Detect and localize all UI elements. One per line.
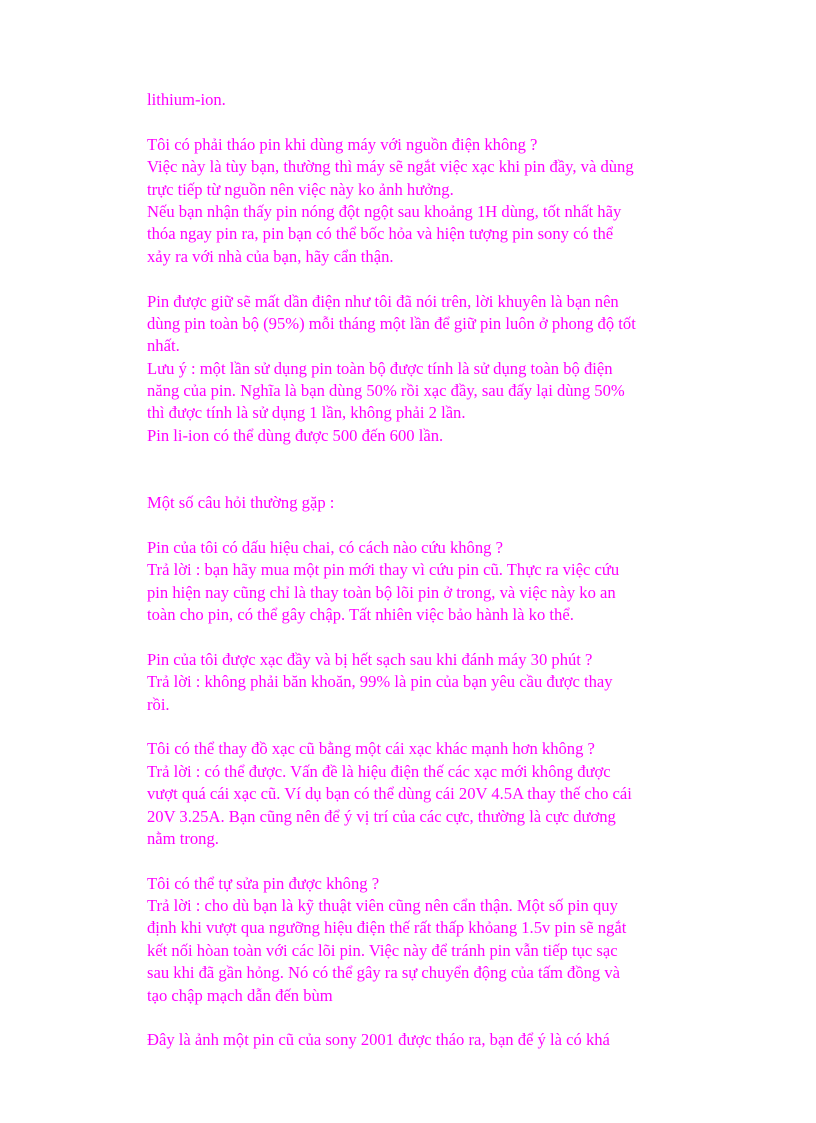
faq-question: Pin của tôi có dấu hiệu chai, có cách nào cứu không ? xyxy=(147,537,503,557)
paragraph xyxy=(147,89,687,111)
paragraph xyxy=(147,291,687,448)
faq-item xyxy=(147,537,687,627)
paragraph xyxy=(147,134,687,268)
text-line: Việc này là tùy bạn, thường thì máy sẽ ngắt việc xạc khi pin đầy, và dùng xyxy=(147,157,634,177)
paragraph-gap xyxy=(147,447,687,469)
text-line: trực tiếp từ nguồn nên việc này ko ảnh hưởng. xyxy=(147,179,454,199)
text-line: Đây là ảnh một pin cũ của sony 2001 được tháo ra, bạn để ý là có khá xyxy=(147,1030,610,1050)
faq-answer-line: toàn cho pin, có thể gây chập. Tất nhiên việc bảo hành là ko thể. xyxy=(147,604,574,624)
paragraph-gap xyxy=(147,626,687,648)
faq-answer-line: Trả lời : có thể được. Vấn đề là hiệu điện thế các xạc mới không được xyxy=(147,761,611,781)
faq-answer-line: pin hiện nay cũng chỉ là thay toàn bộ lõi pin ở trong, và việc này ko an xyxy=(147,582,616,602)
paragraph-gap xyxy=(147,716,687,738)
text-line: Pin được giữ sẽ mất dần điện như tôi đã nói trên, lời khuyên là bạn nên xyxy=(147,291,619,311)
faq-answer-line: định khi vượt qua ngưỡng hiệu điện thế rất thấp khỏang 1.5v pin sẽ ngắt xyxy=(147,918,627,938)
paragraph-gap xyxy=(147,514,687,536)
text-line: xảy ra với nhà của bạn, hãy cẩn thận. xyxy=(147,246,394,266)
faq-answer-line: Trả lời : không phải băn khoăn, 99% là pin của bạn yêu cầu được thay xyxy=(147,672,613,692)
text-line: Pin li-ion có thể dùng được 500 đến 600 lần. xyxy=(147,425,444,445)
text-line: thóa ngay pin ra, pin bạn có thể bốc hỏa và hiện tượng pin sony có thể xyxy=(147,224,614,244)
text-line: Một số câu hỏi thường gặp : xyxy=(147,493,335,513)
faq-answer-line: sau khi đã gần hỏng. Nó có thể gây ra sự chuyển động của tấm đồng và xyxy=(147,963,621,983)
paragraph xyxy=(147,1029,687,1051)
faq-answer-line: kết nối hòan toàn với các lõi pin. Việc này để tránh pin vẫn tiếp tục sạc xyxy=(147,940,618,960)
faq-answer-line: 20V 3.25A. Bạn cũng nên để ý vị trí của các cực, thường là cực dương xyxy=(147,806,616,826)
faq-question: Tôi có thể tự sửa pin được không ? xyxy=(147,873,380,893)
faq-answer-line: vượt quá cái xạc cũ. Ví dụ bạn có thể dùng cái 20V 4.5A thay thế cho cái xyxy=(147,784,632,804)
text-line: nhất. xyxy=(147,336,180,356)
text-line: dùng pin toàn bộ (95%) mỗi tháng một lần để giữ pin luôn ở phong độ tốt xyxy=(147,313,636,333)
faq-answer-line: nằm trong. xyxy=(147,828,219,848)
text-line: Tôi có phải tháo pin khi dùng máy với nguồn điện không ? xyxy=(147,134,538,154)
faq-heading xyxy=(147,492,687,514)
text-line: lithium-ion. xyxy=(147,90,226,109)
paragraph-gap xyxy=(147,850,687,872)
faq-item xyxy=(147,649,687,716)
faq-question: Tôi có thể thay đồ xạc cũ bằng một cái xạc khác mạnh hơn không ? xyxy=(147,739,595,759)
text-line: Lưu ý : một lần sử dụng pin toàn bộ được tính là sử dụng toàn bộ điện xyxy=(147,358,613,378)
paragraph-gap xyxy=(147,470,687,492)
faq-answer-line: Trả lời : bạn hãy mua một pin mới thay vì cứu pin cũ. Thực ra việc cứu xyxy=(147,560,620,580)
paragraph-gap xyxy=(147,1007,687,1029)
paragraph-gap xyxy=(147,111,687,133)
text-line: thì được tính là sử dụng 1 lần, không phải 2 lần. xyxy=(147,403,466,423)
faq-item xyxy=(147,738,687,850)
faq-answer-line: tạo chập mạch dẫn đến bùm xyxy=(147,985,333,1005)
paragraph-gap xyxy=(147,268,687,290)
faq-answer-line: rồi. xyxy=(147,694,170,714)
text-line: Nếu bạn nhận thấy pin nóng đột ngột sau khoảng 1H dùng, tốt nhất hãy xyxy=(147,201,622,221)
faq-question: Pin của tôi được xạc đầy và bị hết sạch sau khi đánh máy 30 phút ? xyxy=(147,649,593,669)
faq-answer-line: Trả lời : cho dù bạn là kỹ thuật viên cũng nên cẩn thận. Một số pin quy xyxy=(147,896,618,916)
document-page xyxy=(147,89,687,1052)
text-line: năng của pin. Nghĩa là bạn dùng 50% rồi xạc đầy, sau đấy lại dùng 50% xyxy=(147,381,625,401)
faq-item xyxy=(147,873,687,1007)
